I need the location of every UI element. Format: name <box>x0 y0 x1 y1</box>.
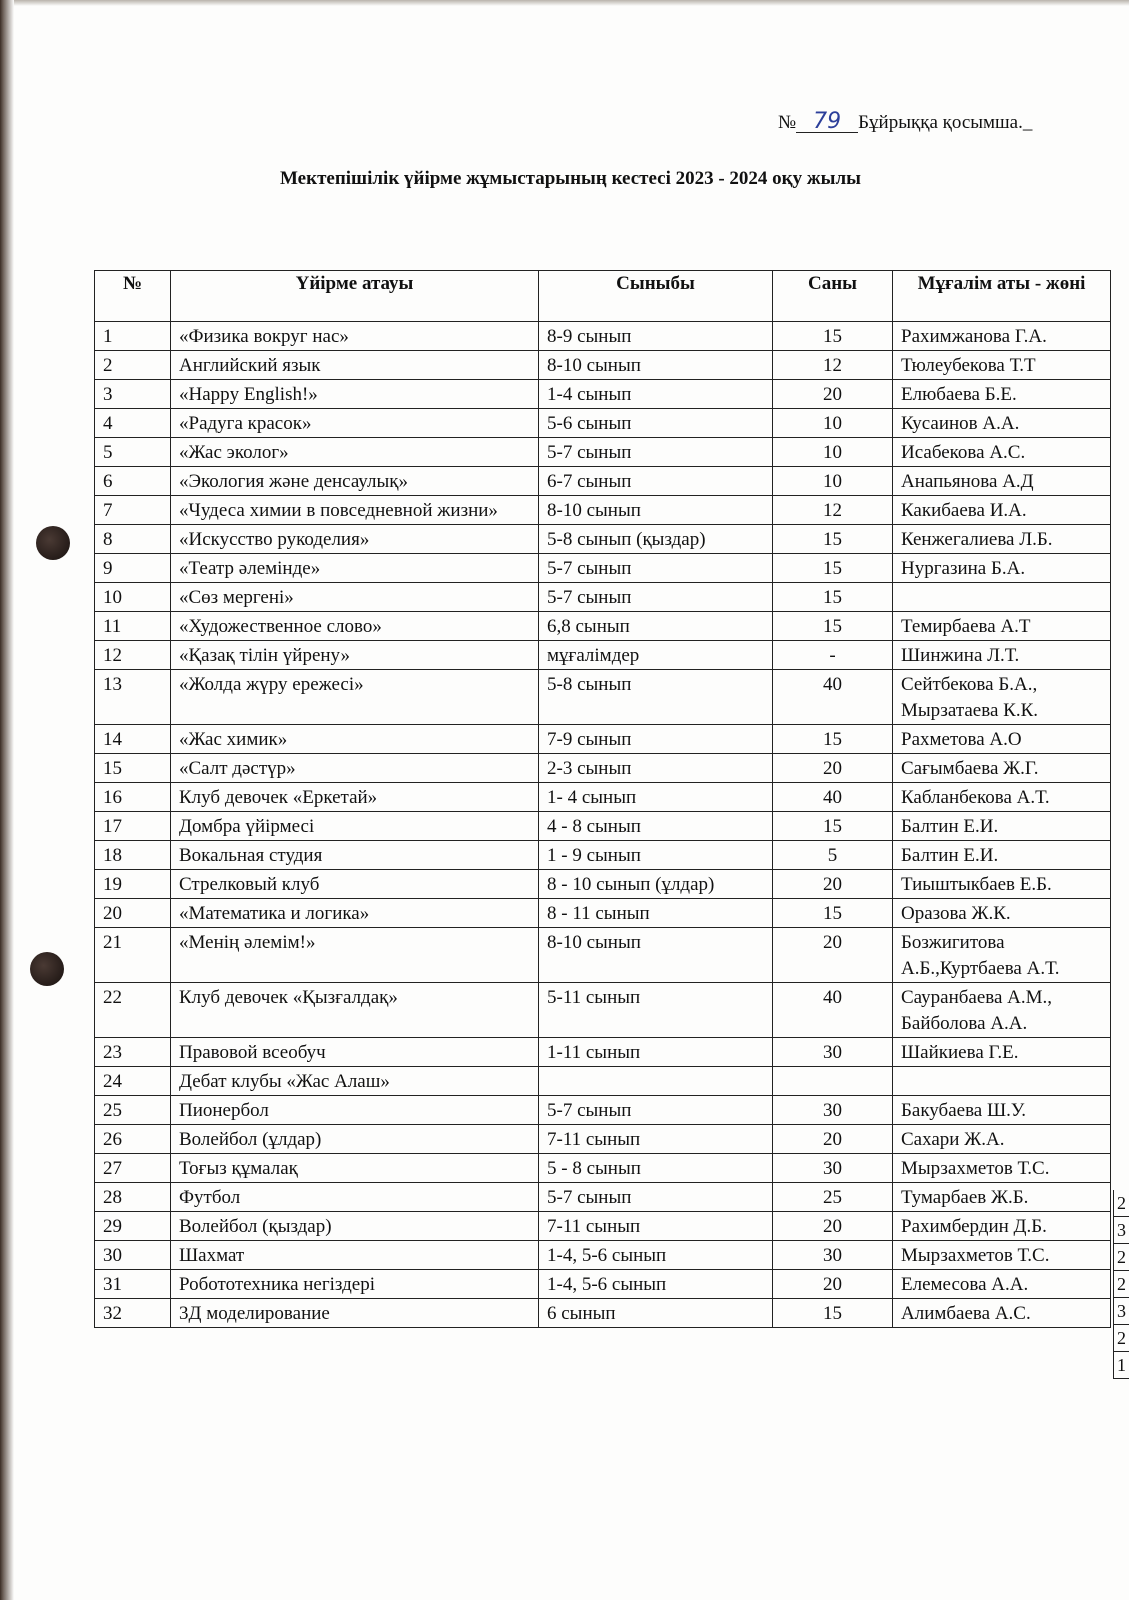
cell-number: 25 <box>95 1096 171 1125</box>
cell-count: 15 <box>773 812 893 841</box>
cell-number: 19 <box>95 870 171 899</box>
cell-teacher: Балтин Е.И. <box>893 812 1111 841</box>
table-row <box>95 1067 1111 1096</box>
cell-number: 15 <box>95 754 171 783</box>
cell-count: 20 <box>773 928 893 983</box>
cell-number: 29 <box>95 1212 171 1241</box>
cell-teacher: Тюлеубекова Т.Т <box>893 351 1111 380</box>
cell-count: 20 <box>773 1212 893 1241</box>
cell-grade: 7-11 сынып <box>539 1125 773 1154</box>
cell-teacher: Сахари Ж.А. <box>893 1125 1111 1154</box>
cell-grade: 8-9 сынып <box>539 322 773 351</box>
cell-count: 30 <box>773 1154 893 1183</box>
cell-teacher <box>893 583 1111 612</box>
punch-hole-lower <box>30 952 64 986</box>
cell-number: 5 <box>95 438 171 467</box>
cell-club-name: Вокальная студия <box>171 841 539 870</box>
cell-grade: 2-3 сынып <box>539 754 773 783</box>
order-appendix-note <box>778 109 1033 134</box>
cell-grade: 8-10 сынып <box>539 928 773 983</box>
cell-count: 20 <box>773 870 893 899</box>
cell-count: 12 <box>773 351 893 380</box>
cell-teacher: Кабланбекова А.Т. <box>893 783 1111 812</box>
cell-teacher: Елюбаева Б.Е. <box>893 380 1111 409</box>
fragment-cell: 3 <box>1114 1298 1129 1325</box>
cell-club-name: 3Д моделирование <box>171 1299 539 1328</box>
cell-club-name: «Жас эколог» <box>171 438 539 467</box>
cell-club-name: «Жас химик» <box>171 725 539 754</box>
cell-count: 15 <box>773 725 893 754</box>
table-row <box>95 725 1111 754</box>
cell-count: 15 <box>773 554 893 583</box>
cell-grade: 1-4, 5-6 сынып <box>539 1241 773 1270</box>
cell-count: 20 <box>773 1270 893 1299</box>
table-row <box>95 1154 1111 1183</box>
cell-grade: 1-11 сынып <box>539 1038 773 1067</box>
cell-club-name: «Менің әлемім!» <box>171 928 539 983</box>
adjacent-page-fragment <box>1113 1190 1129 1379</box>
cell-grade: 8-10 сынып <box>539 496 773 525</box>
cell-number: 23 <box>95 1038 171 1067</box>
fragment-cell: 3 <box>1114 1217 1129 1244</box>
cell-teacher: Рахимбердин Д.Б. <box>893 1212 1111 1241</box>
table-row <box>95 380 1111 409</box>
cell-number: 28 <box>95 1183 171 1212</box>
table-row <box>95 812 1111 841</box>
table-row <box>95 583 1111 612</box>
cell-number: 2 <box>95 351 171 380</box>
cell-club-name: «Искусство рукоделия» <box>171 525 539 554</box>
cell-number: 26 <box>95 1125 171 1154</box>
cell-count: 30 <box>773 1038 893 1067</box>
cell-number: 12 <box>95 641 171 670</box>
cell-count: 20 <box>773 380 893 409</box>
paper-top-edge <box>0 0 1129 6</box>
order-appendix-label: Бұйрыққа қосымша._ <box>858 112 1033 133</box>
cell-teacher: Исабекова А.С. <box>893 438 1111 467</box>
cell-club-name: Дебат клубы «Жас Алаш» <box>171 1067 539 1096</box>
cell-club-name: «Художественное слово» <box>171 612 539 641</box>
cell-count: 40 <box>773 783 893 812</box>
cell-teacher: Шайкиева Г.Е. <box>893 1038 1111 1067</box>
cell-grade: 5-8 сынып (қыздар) <box>539 525 773 554</box>
cell-number: 32 <box>95 1299 171 1328</box>
order-number-sign: № <box>778 112 797 133</box>
table-row <box>95 870 1111 899</box>
cell-number: 11 <box>95 612 171 641</box>
cell-count: 10 <box>773 438 893 467</box>
cell-teacher: Бозжигитова А.Б.,Куртбаева А.Т. <box>893 928 1111 983</box>
table-row <box>95 438 1111 467</box>
cell-teacher: Бакубаева Ш.У. <box>893 1096 1111 1125</box>
punch-hole-upper <box>36 526 70 560</box>
table-row <box>95 641 1111 670</box>
table-row <box>95 409 1111 438</box>
table-row <box>95 1270 1111 1299</box>
cell-count: 40 <box>773 670 893 725</box>
header-teacher: Мұғалім аты - жөні <box>893 271 1111 322</box>
table-row <box>95 1125 1111 1154</box>
table-row <box>95 1038 1111 1067</box>
cell-grade <box>539 1067 773 1096</box>
cell-teacher: Балтин Е.И. <box>893 841 1111 870</box>
fragment-cell: 1 <box>1114 1352 1129 1379</box>
cell-count: - <box>773 641 893 670</box>
table-row <box>95 928 1111 983</box>
cell-club-name: Волейбол (ұлдар) <box>171 1125 539 1154</box>
table-header-row <box>95 271 1111 322</box>
cell-number: 13 <box>95 670 171 725</box>
cell-club-name: «Жолда жүру ережесі» <box>171 670 539 725</box>
cell-grade: 6-7 сынып <box>539 467 773 496</box>
clubs-schedule-table <box>94 270 1111 1328</box>
cell-count: 15 <box>773 322 893 351</box>
cell-teacher: Сауранбаева А.М., Байболова А.А. <box>893 983 1111 1038</box>
document-title: Мектепішілік үйірме жұмыстарының кестесі 2023 - 2024 оқу жылы <box>280 168 861 189</box>
paper-left-edge <box>0 0 14 1600</box>
cell-count: 15 <box>773 899 893 928</box>
cell-grade: 7-9 сынып <box>539 725 773 754</box>
cell-number: 21 <box>95 928 171 983</box>
cell-club-name: Домбра үйірмесі <box>171 812 539 841</box>
order-number: 79 <box>796 112 858 133</box>
cell-grade: 6 сынып <box>539 1299 773 1328</box>
cell-number: 7 <box>95 496 171 525</box>
cell-club-name: «Экология және денсаулық» <box>171 467 539 496</box>
cell-number: 18 <box>95 841 171 870</box>
table-row <box>95 983 1111 1038</box>
table-row <box>95 1096 1111 1125</box>
cell-club-name: Клуб девочек «Еркетай» <box>171 783 539 812</box>
cell-count: 10 <box>773 467 893 496</box>
cell-number: 6 <box>95 467 171 496</box>
cell-teacher: Рахметова А.О <box>893 725 1111 754</box>
cell-club-name: Футбол <box>171 1183 539 1212</box>
cell-club-name: Правовой всеобуч <box>171 1038 539 1067</box>
cell-teacher: Кенжегалиева Л.Б. <box>893 525 1111 554</box>
cell-number: 24 <box>95 1067 171 1096</box>
cell-club-name: Волейбол (қыздар) <box>171 1212 539 1241</box>
cell-count: 5 <box>773 841 893 870</box>
cell-grade: 8 - 10 сынып (ұлдар) <box>539 870 773 899</box>
cell-number: 3 <box>95 380 171 409</box>
cell-club-name: «Математика и логика» <box>171 899 539 928</box>
cell-count: 15 <box>773 1299 893 1328</box>
cell-club-name: «Салт дәстүр» <box>171 754 539 783</box>
cell-grade: 8-10 сынып <box>539 351 773 380</box>
cell-grade: 1-4 сынып <box>539 380 773 409</box>
cell-club-name: Робототехника негіздері <box>171 1270 539 1299</box>
cell-count: 15 <box>773 612 893 641</box>
cell-number: 27 <box>95 1154 171 1183</box>
cell-count: 20 <box>773 754 893 783</box>
cell-grade: 5-6 сынып <box>539 409 773 438</box>
cell-number: 1 <box>95 322 171 351</box>
cell-grade: 8 - 11 сынып <box>539 899 773 928</box>
cell-teacher: Мырзахметов Т.С. <box>893 1241 1111 1270</box>
cell-teacher: Кусаинов А.А. <box>893 409 1111 438</box>
cell-club-name: Английский язык <box>171 351 539 380</box>
fragment-cell: 2 <box>1114 1325 1129 1352</box>
cell-count: 30 <box>773 1241 893 1270</box>
cell-number: 9 <box>95 554 171 583</box>
cell-number: 16 <box>95 783 171 812</box>
cell-number: 20 <box>95 899 171 928</box>
table-row <box>95 841 1111 870</box>
cell-grade: 6,8 сынып <box>539 612 773 641</box>
cell-number: 4 <box>95 409 171 438</box>
cell-grade: 5-7 сынып <box>539 1183 773 1212</box>
cell-grade: 5-7 сынып <box>539 438 773 467</box>
cell-count <box>773 1067 893 1096</box>
cell-grade: 7-11 сынып <box>539 1212 773 1241</box>
cell-teacher: Сағымбаева Ж.Г. <box>893 754 1111 783</box>
header-grade: Сыныбы <box>539 271 773 322</box>
table-row <box>95 1183 1111 1212</box>
cell-club-name: Пионербол <box>171 1096 539 1125</box>
cell-teacher: Рахимжанова Г.А. <box>893 322 1111 351</box>
cell-number: 22 <box>95 983 171 1038</box>
cell-grade: 5-7 сынып <box>539 583 773 612</box>
table-row <box>95 351 1111 380</box>
fragment-cell: 2 <box>1114 1244 1129 1271</box>
cell-club-name: «Қазақ тілін үйрену» <box>171 641 539 670</box>
cell-teacher: Темирбаева А.Т <box>893 612 1111 641</box>
header-club-name: Үйірме атауы <box>171 271 539 322</box>
table-row <box>95 1299 1111 1328</box>
table-row <box>95 612 1111 641</box>
cell-number: 10 <box>95 583 171 612</box>
cell-number: 14 <box>95 725 171 754</box>
cell-grade: 5-8 сынып <box>539 670 773 725</box>
table-row <box>95 525 1111 554</box>
cell-number: 8 <box>95 525 171 554</box>
cell-grade: 1 - 9 сынып <box>539 841 773 870</box>
fragment-cell: 2 <box>1114 1190 1129 1217</box>
cell-count: 40 <box>773 983 893 1038</box>
cell-club-name: «Сөз мергені» <box>171 583 539 612</box>
cell-grade: 5-11 сынып <box>539 983 773 1038</box>
cell-club-name: «Физика вокруг нас» <box>171 322 539 351</box>
cell-teacher: Мырзахметов Т.С. <box>893 1154 1111 1183</box>
header-number: № <box>95 271 171 322</box>
cell-teacher: Нургазина Б.А. <box>893 554 1111 583</box>
table-row <box>95 554 1111 583</box>
cell-grade: мұғалімдер <box>539 641 773 670</box>
header-count: Саны <box>773 271 893 322</box>
cell-teacher: Анапьянова А.Д <box>893 467 1111 496</box>
cell-grade: 1- 4 сынып <box>539 783 773 812</box>
fragment-cell: 2 <box>1114 1271 1129 1298</box>
cell-grade: 1-4, 5-6 сынып <box>539 1270 773 1299</box>
cell-count: 15 <box>773 525 893 554</box>
table-row <box>95 1212 1111 1241</box>
cell-count: 25 <box>773 1183 893 1212</box>
cell-count: 20 <box>773 1125 893 1154</box>
cell-number: 17 <box>95 812 171 841</box>
table-row <box>95 754 1111 783</box>
cell-club-name: «Радуга красок» <box>171 409 539 438</box>
cell-number: 30 <box>95 1241 171 1270</box>
table-row <box>95 1241 1111 1270</box>
cell-club-name: «Happy English!» <box>171 380 539 409</box>
cell-teacher: Алимбаева А.С. <box>893 1299 1111 1328</box>
cell-number: 31 <box>95 1270 171 1299</box>
table-row <box>95 496 1111 525</box>
cell-club-name: «Театр әлемінде» <box>171 554 539 583</box>
cell-count: 12 <box>773 496 893 525</box>
cell-count: 30 <box>773 1096 893 1125</box>
table-row <box>95 783 1111 812</box>
cell-grade: 5-7 сынып <box>539 554 773 583</box>
cell-teacher: Оразова Ж.К. <box>893 899 1111 928</box>
cell-teacher: Тумарбаев Ж.Б. <box>893 1183 1111 1212</box>
cell-count: 15 <box>773 583 893 612</box>
cell-grade: 5-7 сынып <box>539 1096 773 1125</box>
cell-teacher: Сейтбекова Б.А., Мырзатаева К.К. <box>893 670 1111 725</box>
cell-count: 10 <box>773 409 893 438</box>
table-body <box>95 322 1111 1328</box>
cell-teacher <box>893 1067 1111 1096</box>
cell-grade: 5 - 8 сынып <box>539 1154 773 1183</box>
table-row <box>95 467 1111 496</box>
cell-grade: 4 - 8 сынып <box>539 812 773 841</box>
cell-teacher: Какибаева И.А. <box>893 496 1111 525</box>
table-row <box>95 322 1111 351</box>
cell-teacher: Тиыштыкбаев Е.Б. <box>893 870 1111 899</box>
cell-club-name: Клуб девочек «Қызғалдақ» <box>171 983 539 1038</box>
cell-club-name: Тоғыз құмалақ <box>171 1154 539 1183</box>
cell-teacher: Шинжина Л.Т. <box>893 641 1111 670</box>
table-row <box>95 899 1111 928</box>
table-row <box>95 670 1111 725</box>
cell-teacher: Елемесова А.А. <box>893 1270 1111 1299</box>
cell-club-name: Шахмат <box>171 1241 539 1270</box>
cell-club-name: Стрелковый клуб <box>171 870 539 899</box>
cell-club-name: «Чудеса химии в повседневной жизни» <box>171 496 539 525</box>
